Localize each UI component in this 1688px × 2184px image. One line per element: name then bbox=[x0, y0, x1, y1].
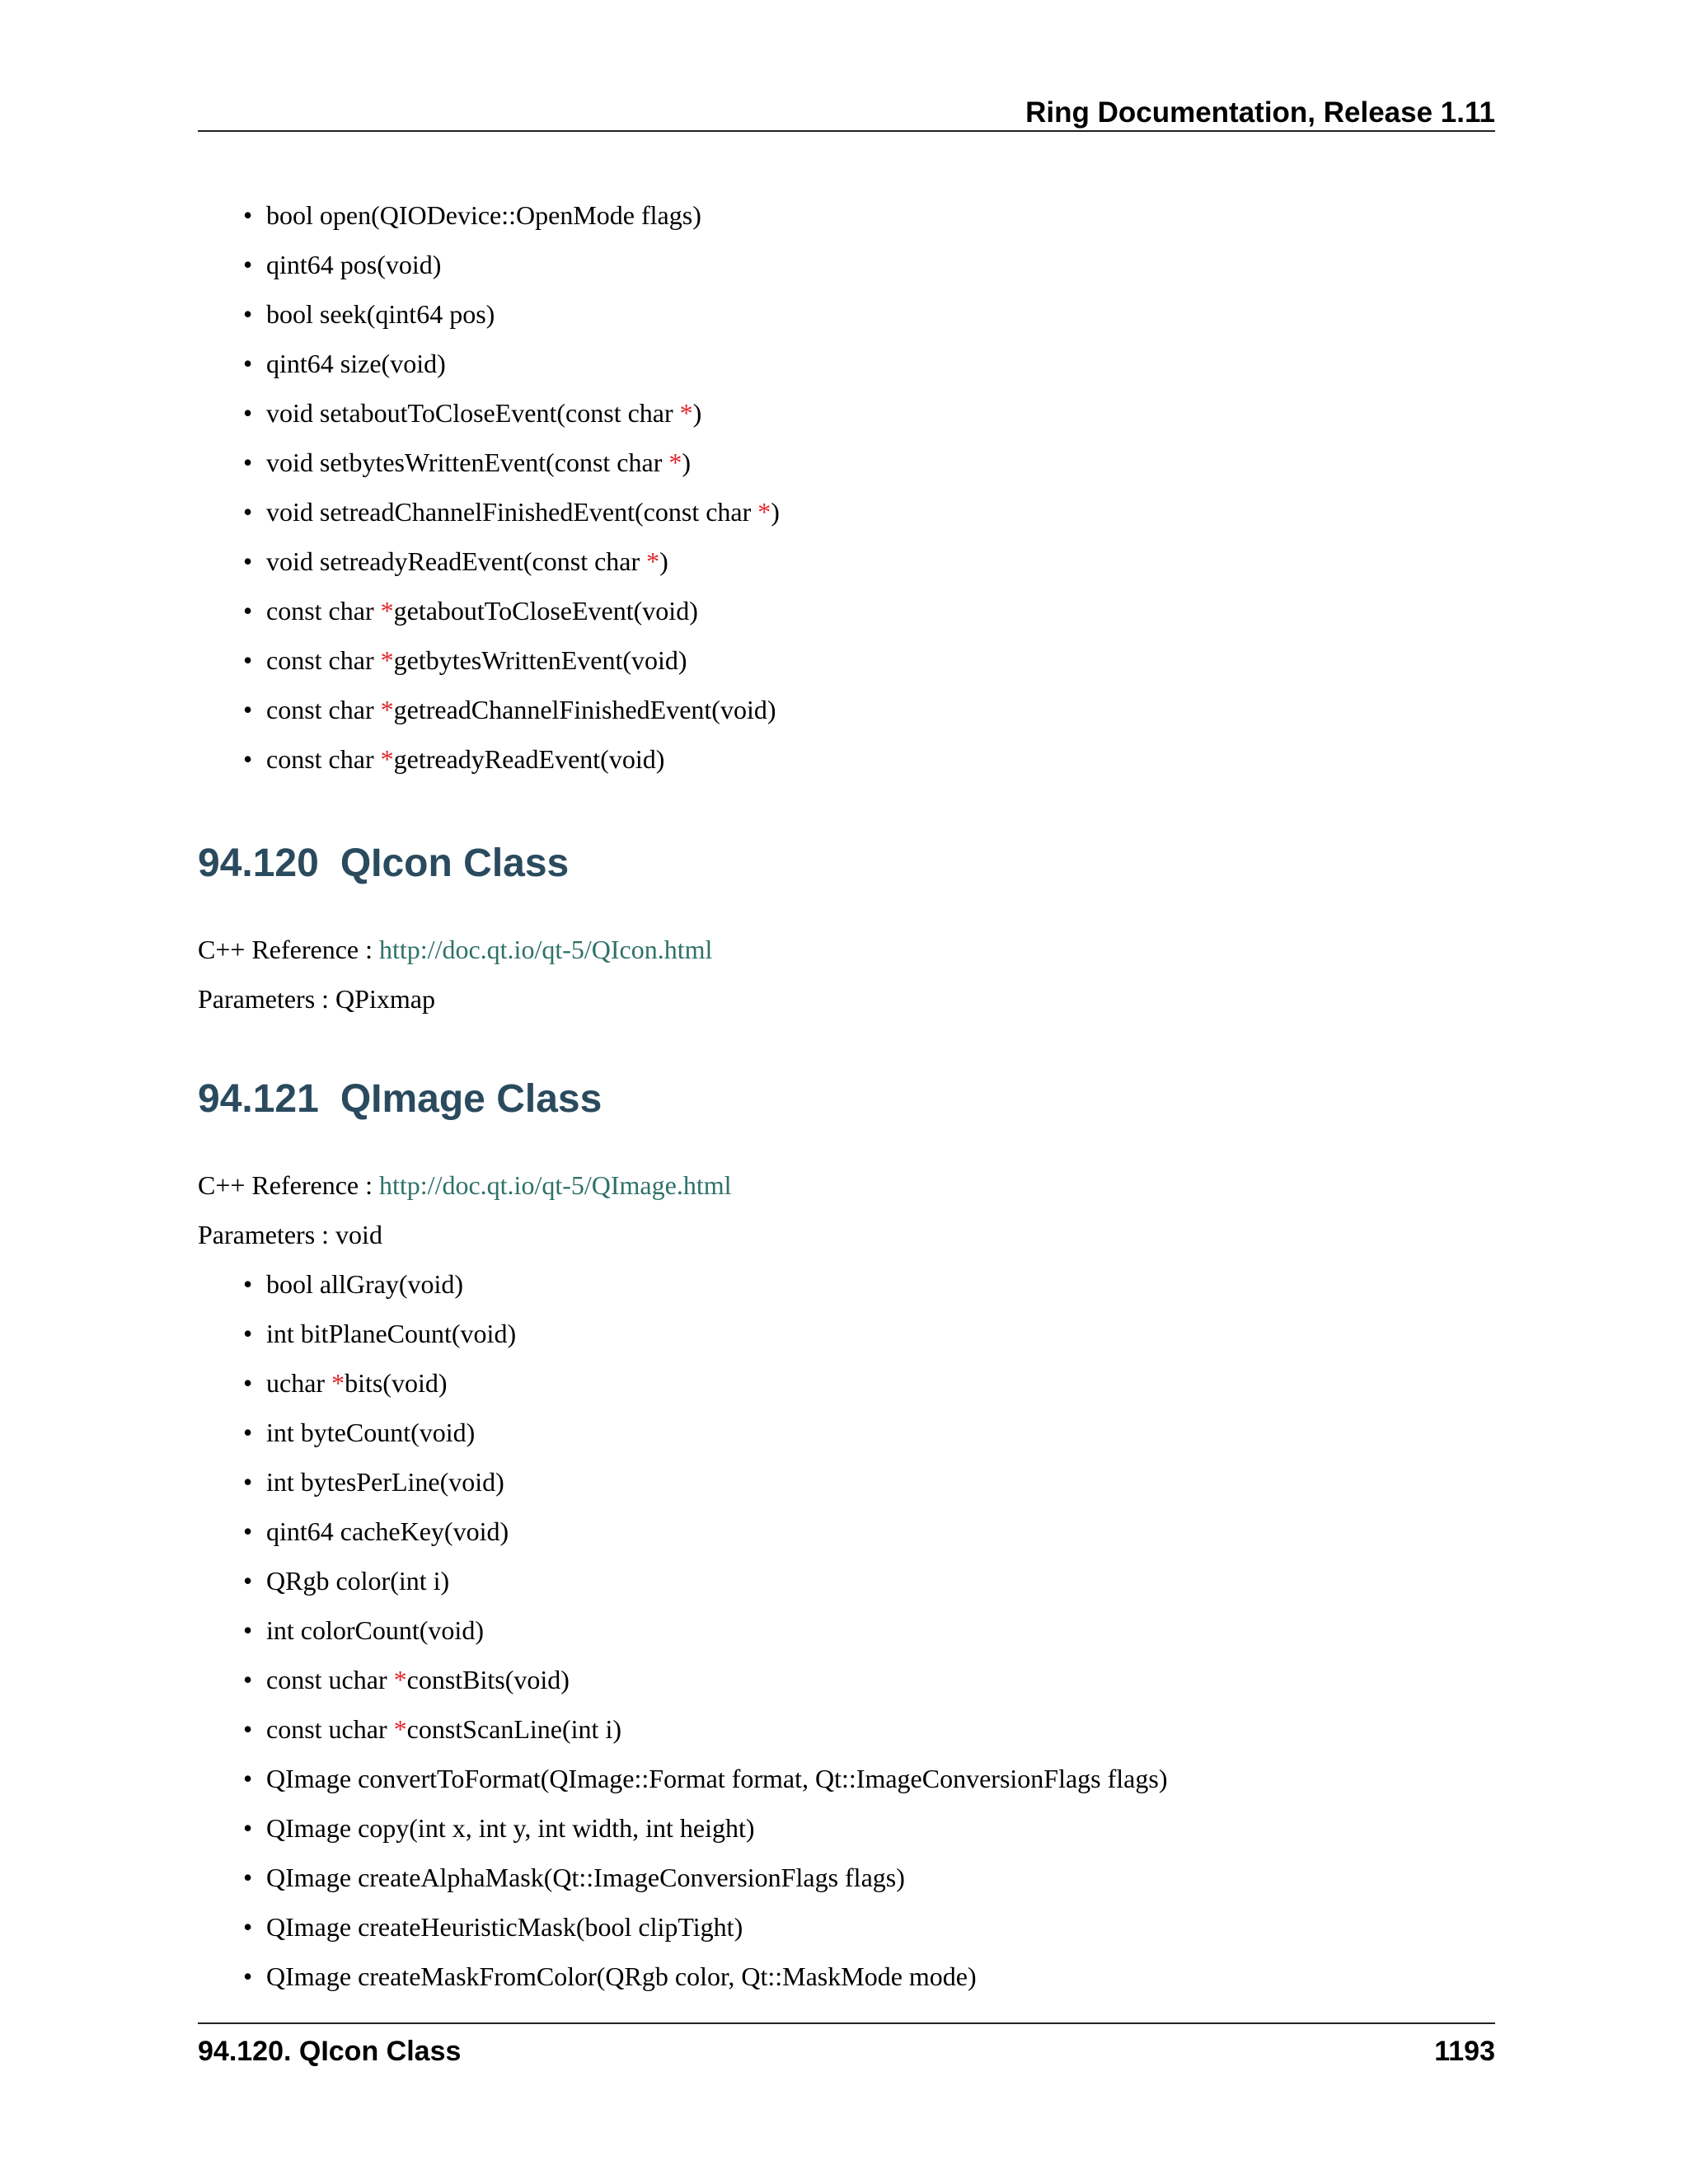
list-item bbox=[198, 1507, 1495, 1556]
item-text-suffix: constScanLine(int i) bbox=[406, 1714, 621, 1744]
parameters-qicon: Parameters : QPixmap bbox=[198, 984, 435, 1014]
item-text: uchar bbox=[266, 1368, 332, 1398]
list-item bbox=[198, 1655, 1495, 1704]
pointer-asterisk: * bbox=[646, 546, 660, 576]
item-text: void setreadyReadEvent(const char bbox=[266, 546, 647, 576]
qiodevice-method-list bbox=[198, 190, 1495, 784]
item-text: QImage createMaskFromColor(QRgb color, Qt::MaskMode mode) bbox=[266, 1961, 977, 1991]
list-item bbox=[198, 1952, 1495, 2001]
section-heading-qimage bbox=[198, 1075, 602, 1124]
item-text-suffix: getreadyReadEvent(void) bbox=[393, 744, 665, 774]
reference-link-qimage[interactable]: http://doc.qt.io/qt-5/QImage.html bbox=[379, 1170, 732, 1200]
list-item bbox=[198, 438, 1495, 487]
pointer-asterisk: * bbox=[393, 1665, 407, 1694]
item-text-suffix: getbytesWrittenEvent(void) bbox=[393, 645, 687, 675]
cpp-reference-qimage bbox=[198, 1160, 732, 1210]
item-text: void setbytesWrittenEvent(const char bbox=[266, 448, 669, 477]
list-item bbox=[198, 388, 1495, 438]
item-text-suffix: getreadChannelFinishedEvent(void) bbox=[393, 695, 776, 724]
section-number: 94.121 bbox=[198, 1077, 319, 1121]
item-text: void setreadChannelFinishedEvent(const char bbox=[266, 497, 758, 527]
pointer-asterisk: * bbox=[331, 1368, 345, 1398]
list-item bbox=[198, 190, 1495, 240]
item-text: const uchar bbox=[266, 1714, 394, 1744]
item-text: const uchar bbox=[266, 1665, 394, 1694]
section-title: QImage Class bbox=[340, 1077, 603, 1121]
list-item bbox=[198, 1605, 1495, 1655]
section-heading-qicon bbox=[198, 839, 569, 888]
list-item bbox=[198, 487, 1495, 537]
page-number: 1193 bbox=[1434, 2036, 1495, 2067]
item-text: qint64 pos(void) bbox=[266, 250, 442, 279]
section-title: QIcon Class bbox=[340, 841, 570, 885]
pointer-asterisk: * bbox=[668, 448, 682, 477]
list-item bbox=[198, 1803, 1495, 1853]
item-text: bool open(QIODevice::OpenMode flags) bbox=[266, 200, 701, 230]
pointer-asterisk: * bbox=[393, 1714, 407, 1744]
section-number: 94.120 bbox=[198, 841, 319, 885]
pointer-asterisk: * bbox=[380, 695, 394, 724]
list-item bbox=[198, 685, 1495, 734]
page-footer bbox=[198, 2022, 1495, 2074]
cpp-reference-qicon bbox=[198, 925, 712, 974]
item-text: QRgb color(int i) bbox=[266, 1566, 450, 1596]
list-item bbox=[198, 1259, 1495, 1309]
item-text: int byteCount(void) bbox=[266, 1418, 476, 1447]
list-item bbox=[198, 1408, 1495, 1457]
pointer-asterisk: * bbox=[380, 596, 394, 626]
pointer-asterisk: * bbox=[757, 497, 771, 527]
item-text-suffix: getaboutToCloseEvent(void) bbox=[393, 596, 698, 626]
item-text-suffix: ) bbox=[771, 497, 780, 527]
item-text: int colorCount(void) bbox=[266, 1615, 484, 1645]
item-text: bool allGray(void) bbox=[266, 1269, 464, 1299]
list-item bbox=[198, 537, 1495, 586]
item-text: QImage convertToFormat(QImage::Format format, Qt::ImageConversionFlags flags) bbox=[266, 1764, 1168, 1793]
parameters-qimage: Parameters : void bbox=[198, 1220, 382, 1249]
document-title: Ring Documentation, Release 1.11 bbox=[1025, 96, 1495, 129]
list-item bbox=[198, 635, 1495, 685]
pointer-asterisk: * bbox=[380, 744, 394, 774]
list-item bbox=[198, 1853, 1495, 1902]
item-text: QImage createAlphaMask(Qt::ImageConversionFlags flags) bbox=[266, 1863, 905, 1892]
list-item bbox=[198, 1358, 1495, 1408]
footer-section-title: 94.120. QIcon Class bbox=[198, 2036, 462, 2067]
qimage-method-list bbox=[198, 1259, 1495, 2001]
item-text-suffix: ) bbox=[659, 546, 668, 576]
item-text: qint64 cacheKey(void) bbox=[266, 1516, 509, 1546]
item-text: qint64 size(void) bbox=[266, 349, 446, 378]
item-text: void setaboutToCloseEvent(const char bbox=[266, 398, 680, 428]
list-item bbox=[198, 240, 1495, 289]
list-item bbox=[198, 586, 1495, 635]
reference-label: C++ Reference : bbox=[198, 935, 379, 964]
item-text: const char bbox=[266, 645, 381, 675]
item-text-suffix: ) bbox=[692, 398, 702, 428]
pointer-asterisk: * bbox=[380, 645, 394, 675]
item-text: QImage createHeuristicMask(bool clipTight) bbox=[266, 1912, 743, 1942]
list-item bbox=[198, 734, 1495, 784]
item-text-suffix: ) bbox=[682, 448, 691, 477]
item-text: const char bbox=[266, 596, 381, 626]
list-item bbox=[198, 1556, 1495, 1605]
item-text: bool seek(qint64 pos) bbox=[266, 299, 495, 329]
item-text: int bitPlaneCount(void) bbox=[266, 1319, 517, 1348]
list-item bbox=[198, 1704, 1495, 1754]
list-item bbox=[198, 1902, 1495, 1952]
list-item bbox=[198, 339, 1495, 388]
item-text: const char bbox=[266, 744, 381, 774]
list-item bbox=[198, 289, 1495, 339]
item-text: QImage copy(int x, int y, int width, int height) bbox=[266, 1813, 755, 1843]
list-item bbox=[198, 1309, 1495, 1358]
item-text: const char bbox=[266, 695, 381, 724]
list-item bbox=[198, 1457, 1495, 1507]
item-text-suffix: constBits(void) bbox=[406, 1665, 570, 1694]
pointer-asterisk: * bbox=[679, 398, 693, 428]
list-item bbox=[198, 1754, 1495, 1803]
item-text: int bytesPerLine(void) bbox=[266, 1467, 504, 1497]
item-text-suffix: bits(void) bbox=[345, 1368, 448, 1398]
reference-label: C++ Reference : bbox=[198, 1170, 379, 1200]
page-header bbox=[198, 89, 1495, 132]
reference-link-qicon[interactable]: http://doc.qt.io/qt-5/QIcon.html bbox=[379, 935, 713, 964]
